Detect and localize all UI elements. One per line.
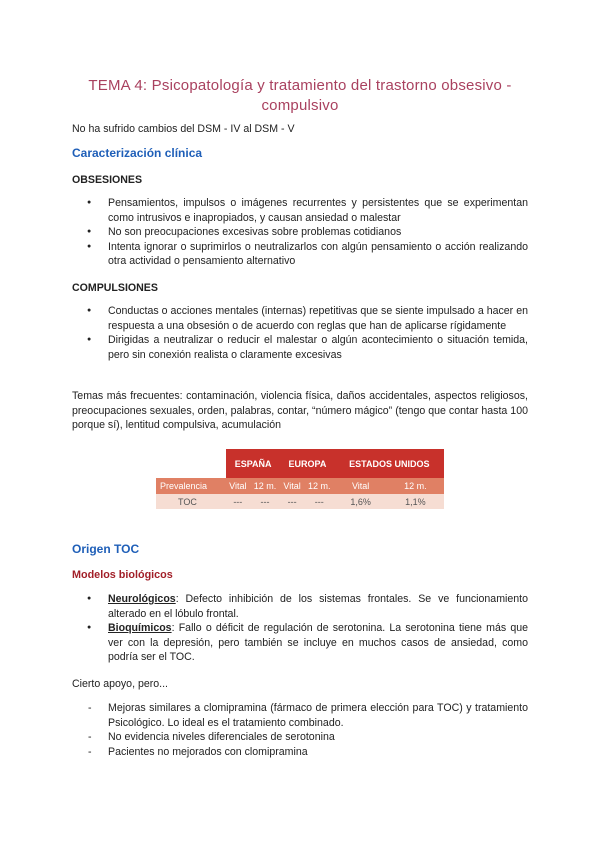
- term-neurologicos: Neurológicos: [108, 593, 176, 605]
- list-item: - Mejoras similares a clomipramina (fármaco de primera elección para TOC) y tratamiento Psicológico. Lo ideal es el tratamiento combinado.: [72, 701, 528, 730]
- list-item: ● Intenta ignorar o suprimirlos o neutralizarlos con algún pensamiento o acción realizando otra actividad o pensamiento alternativo: [72, 240, 528, 269]
- row-label-prevalencia: Prevalencia: [156, 478, 226, 494]
- list-item: ● No son preocupaciones excesivas sobre problemas cotidianos: [72, 225, 528, 240]
- table-cell: 1,1%: [387, 494, 444, 509]
- heading-compulsiones: COMPULSIONES: [72, 282, 158, 294]
- subheader: Vital: [226, 478, 250, 494]
- heading-caracterizacion: Caracterización clínica: [72, 146, 203, 160]
- prevalence-table: [156, 449, 444, 509]
- list-item: ● Dirigidas a neutralizar o reducir el malestar o algún acontecimiento o situación temida, pero sin conexión realista o claramente excesivas: [72, 333, 528, 362]
- list-item: ● Conductas o acciones mentales (internas) repetitivas que se siente impulsado a hacer en respuesta a una obsesión o de acuerdo con reglas que han de aplicarse rígidamente: [72, 304, 528, 333]
- table-cell: ---: [280, 494, 304, 509]
- temas-paragraph: Temas más frecuentes: contaminación, violencia física, daños accidentales, aspectos religiosos, preocupaciones sexuales, orden, palabras, contar, “número mágico” (tengo que contar hasta 100 porque sí), lentitud compulsiva, acumulación: [72, 390, 528, 432]
- heading-modelos-biologicos: Modelos biológicos: [72, 569, 173, 581]
- list-item: ● Pensamientos, impulsos o imágenes recurrentes y persistentes que se experimentan como intrusivos e inapropiados, y causan ansiedad o malestar: [72, 196, 528, 225]
- table-cell: 1,6%: [335, 494, 387, 509]
- heading-origen-toc: Origen TOC: [72, 542, 140, 556]
- subheader: Vital: [280, 478, 304, 494]
- page-title: TEMA 4: Psicopatología y tratamiento del trastorno obsesivo - compulsivo: [88, 77, 512, 114]
- obsesiones-list: [72, 196, 528, 269]
- list-item: [72, 592, 528, 621]
- apoyo-text: Cierto apoyo, pero...: [72, 678, 168, 690]
- modelo-description: : Defecto inhibición de los sistemas frontales. Se ve funcionamiento alterado en el lóbulo frontal.: [108, 593, 528, 620]
- list-item: - Pacientes no mejorados con clomipramina: [72, 745, 528, 760]
- header-espana: ESPAÑA: [226, 449, 280, 478]
- table-cell: ---: [304, 494, 335, 509]
- term-bioquimicos: Bioquímicos: [108, 622, 172, 635]
- intro-text: No ha sufrido cambios del DSM - IV al DSM - V: [72, 123, 295, 135]
- header-estados-unidos: ESTADOS UNIDOS: [335, 449, 444, 478]
- header-europa: EUROPA: [280, 449, 334, 478]
- list-item: [72, 621, 528, 665]
- subheader: 12 m.: [304, 478, 335, 494]
- modelos-list: [72, 592, 528, 665]
- list-item: - No evidencia niveles diferenciales de serotonina: [72, 730, 528, 745]
- subheader: 12 m.: [250, 478, 281, 494]
- compulsiones-list: [72, 304, 528, 362]
- row-label-toc: TOC: [156, 494, 226, 509]
- apoyo-list: [72, 701, 528, 759]
- heading-obsesiones: OBSESIONES: [72, 174, 143, 186]
- table-cell: ---: [226, 494, 250, 509]
- table-cell: ---: [250, 494, 281, 509]
- modelo-description: : Fallo o déficit de regulación de serotonina. La serotonina tiene más que ver con la depresión, pero también se incluye en muchos casos de ansiedad, como podría ser el TOC.: [108, 622, 528, 664]
- subheader: 12 m.: [387, 478, 444, 494]
- subheader: Vital: [335, 478, 387, 494]
